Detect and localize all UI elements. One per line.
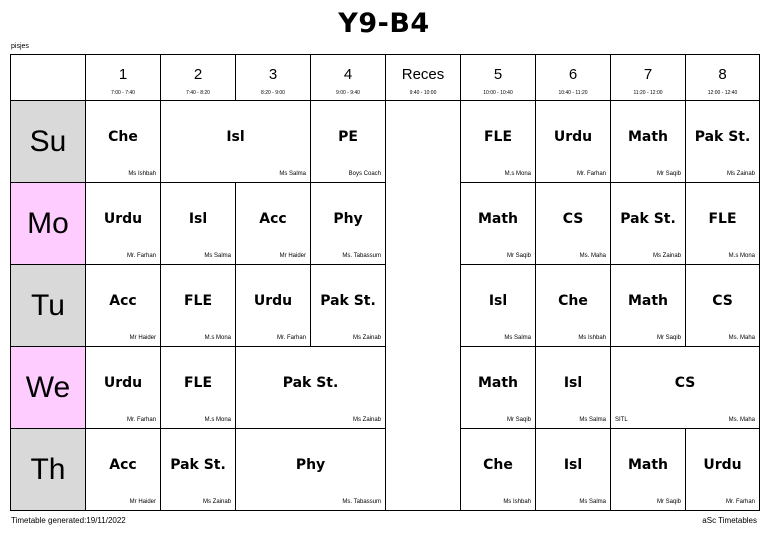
period-header: 5 10:00 - 10:40 <box>461 55 536 101</box>
lesson-cell: Acc Mr Haider <box>236 183 311 265</box>
lesson-cell: Che Ms Ishbah <box>86 101 161 183</box>
lesson-cell: Acc Mr Haider <box>86 429 161 511</box>
day-row-we <box>11 347 760 429</box>
school-label: pisjes <box>11 43 29 50</box>
lesson-cell: Pak St. Ms Zainab <box>236 347 386 429</box>
timetable-grid <box>10 54 760 511</box>
lesson-cell: Che Ms Ishbah <box>536 265 611 347</box>
lesson-cell: FLE M.s Mona <box>161 265 236 347</box>
lesson-cell: Isl Ms Salma <box>536 347 611 429</box>
day-label: Tu <box>11 265 86 347</box>
lesson-cell: Urdu Mr. Farhan <box>86 183 161 265</box>
software-credit: aSc Timetables <box>702 516 757 525</box>
lesson-cell: Pak St. Ms Zainab <box>686 101 760 183</box>
lesson-cell: CS Ms. Maha <box>536 183 611 265</box>
room-label: SITL <box>615 417 628 423</box>
timetable-title: Y9-B4 <box>338 8 430 39</box>
day-label: Su <box>11 101 86 183</box>
lesson-cell: Pak St. Ms Zainab <box>161 429 236 511</box>
period-header: 2 7:40 - 8:20 <box>161 55 236 101</box>
lesson-cell: FLE M.s Mona <box>686 183 760 265</box>
lesson-cell: Pak St. Ms Zainab <box>311 265 386 347</box>
lesson-cell: Che Ms Ishbah <box>461 429 536 511</box>
lesson-cell: Phy Ms. Tabassum <box>236 429 386 511</box>
period-header: 1 7:00 - 7:40 <box>86 55 161 101</box>
lesson-cell: Math Mr Saqib <box>611 101 686 183</box>
day-row-mo <box>11 183 760 265</box>
recess-header: Reces 9:40 - 10:00 <box>386 55 461 101</box>
lesson-cell: Isl Ms Salma <box>161 101 311 183</box>
lesson-cell: Urdu Mr. Farhan <box>536 101 611 183</box>
lesson-cell: Acc Mr Haider <box>86 265 161 347</box>
period-header: 4 9:00 - 9:40 <box>311 55 386 101</box>
period-header: 8 12:00 - 12:40 <box>686 55 760 101</box>
period-header-row <box>11 55 760 101</box>
lesson-cell: Phy Ms. Tabassum <box>311 183 386 265</box>
day-row-tu <box>11 265 760 347</box>
lesson-cell: Math Mr Saqib <box>611 429 686 511</box>
day-label: We <box>11 347 86 429</box>
lesson-cell: CS Ms. Maha <box>686 265 760 347</box>
day-label: Mo <box>11 183 86 265</box>
day-row-th <box>11 429 760 511</box>
lesson-cell: Urdu Mr. Farhan <box>236 265 311 347</box>
lesson-cell: PE Boys Coach <box>311 101 386 183</box>
generated-date: Timetable generated:19/11/2022 <box>11 516 126 525</box>
period-header: 6 10:40 - 11:20 <box>536 55 611 101</box>
lesson-cell: FLE M.s Mona <box>461 101 536 183</box>
period-header: 7 11:20 - 12:00 <box>611 55 686 101</box>
lesson-cell: Math Mr Saqib <box>461 347 536 429</box>
lesson-cell: Isl Ms Salma <box>461 265 536 347</box>
lesson-cell: Math Mr Saqib <box>611 265 686 347</box>
lesson-cell: Math Mr Saqib <box>461 183 536 265</box>
corner-cell <box>11 55 86 101</box>
period-header: 3 8:20 - 9:00 <box>236 55 311 101</box>
lesson-cell: Isl Ms Salma <box>536 429 611 511</box>
lesson-cell: CS SITL Ms. Maha <box>611 347 760 429</box>
lesson-cell: Urdu Mr. Farhan <box>686 429 760 511</box>
lesson-cell: FLE M.s Mona <box>161 347 236 429</box>
lesson-cell: Urdu Mr. Farhan <box>86 347 161 429</box>
lesson-cell: Isl Ms Salma <box>161 183 236 265</box>
lesson-cell: Pak St. Ms Zainab <box>611 183 686 265</box>
recess-column <box>386 101 461 511</box>
day-row-su <box>11 101 760 183</box>
day-label: Th <box>11 429 86 511</box>
